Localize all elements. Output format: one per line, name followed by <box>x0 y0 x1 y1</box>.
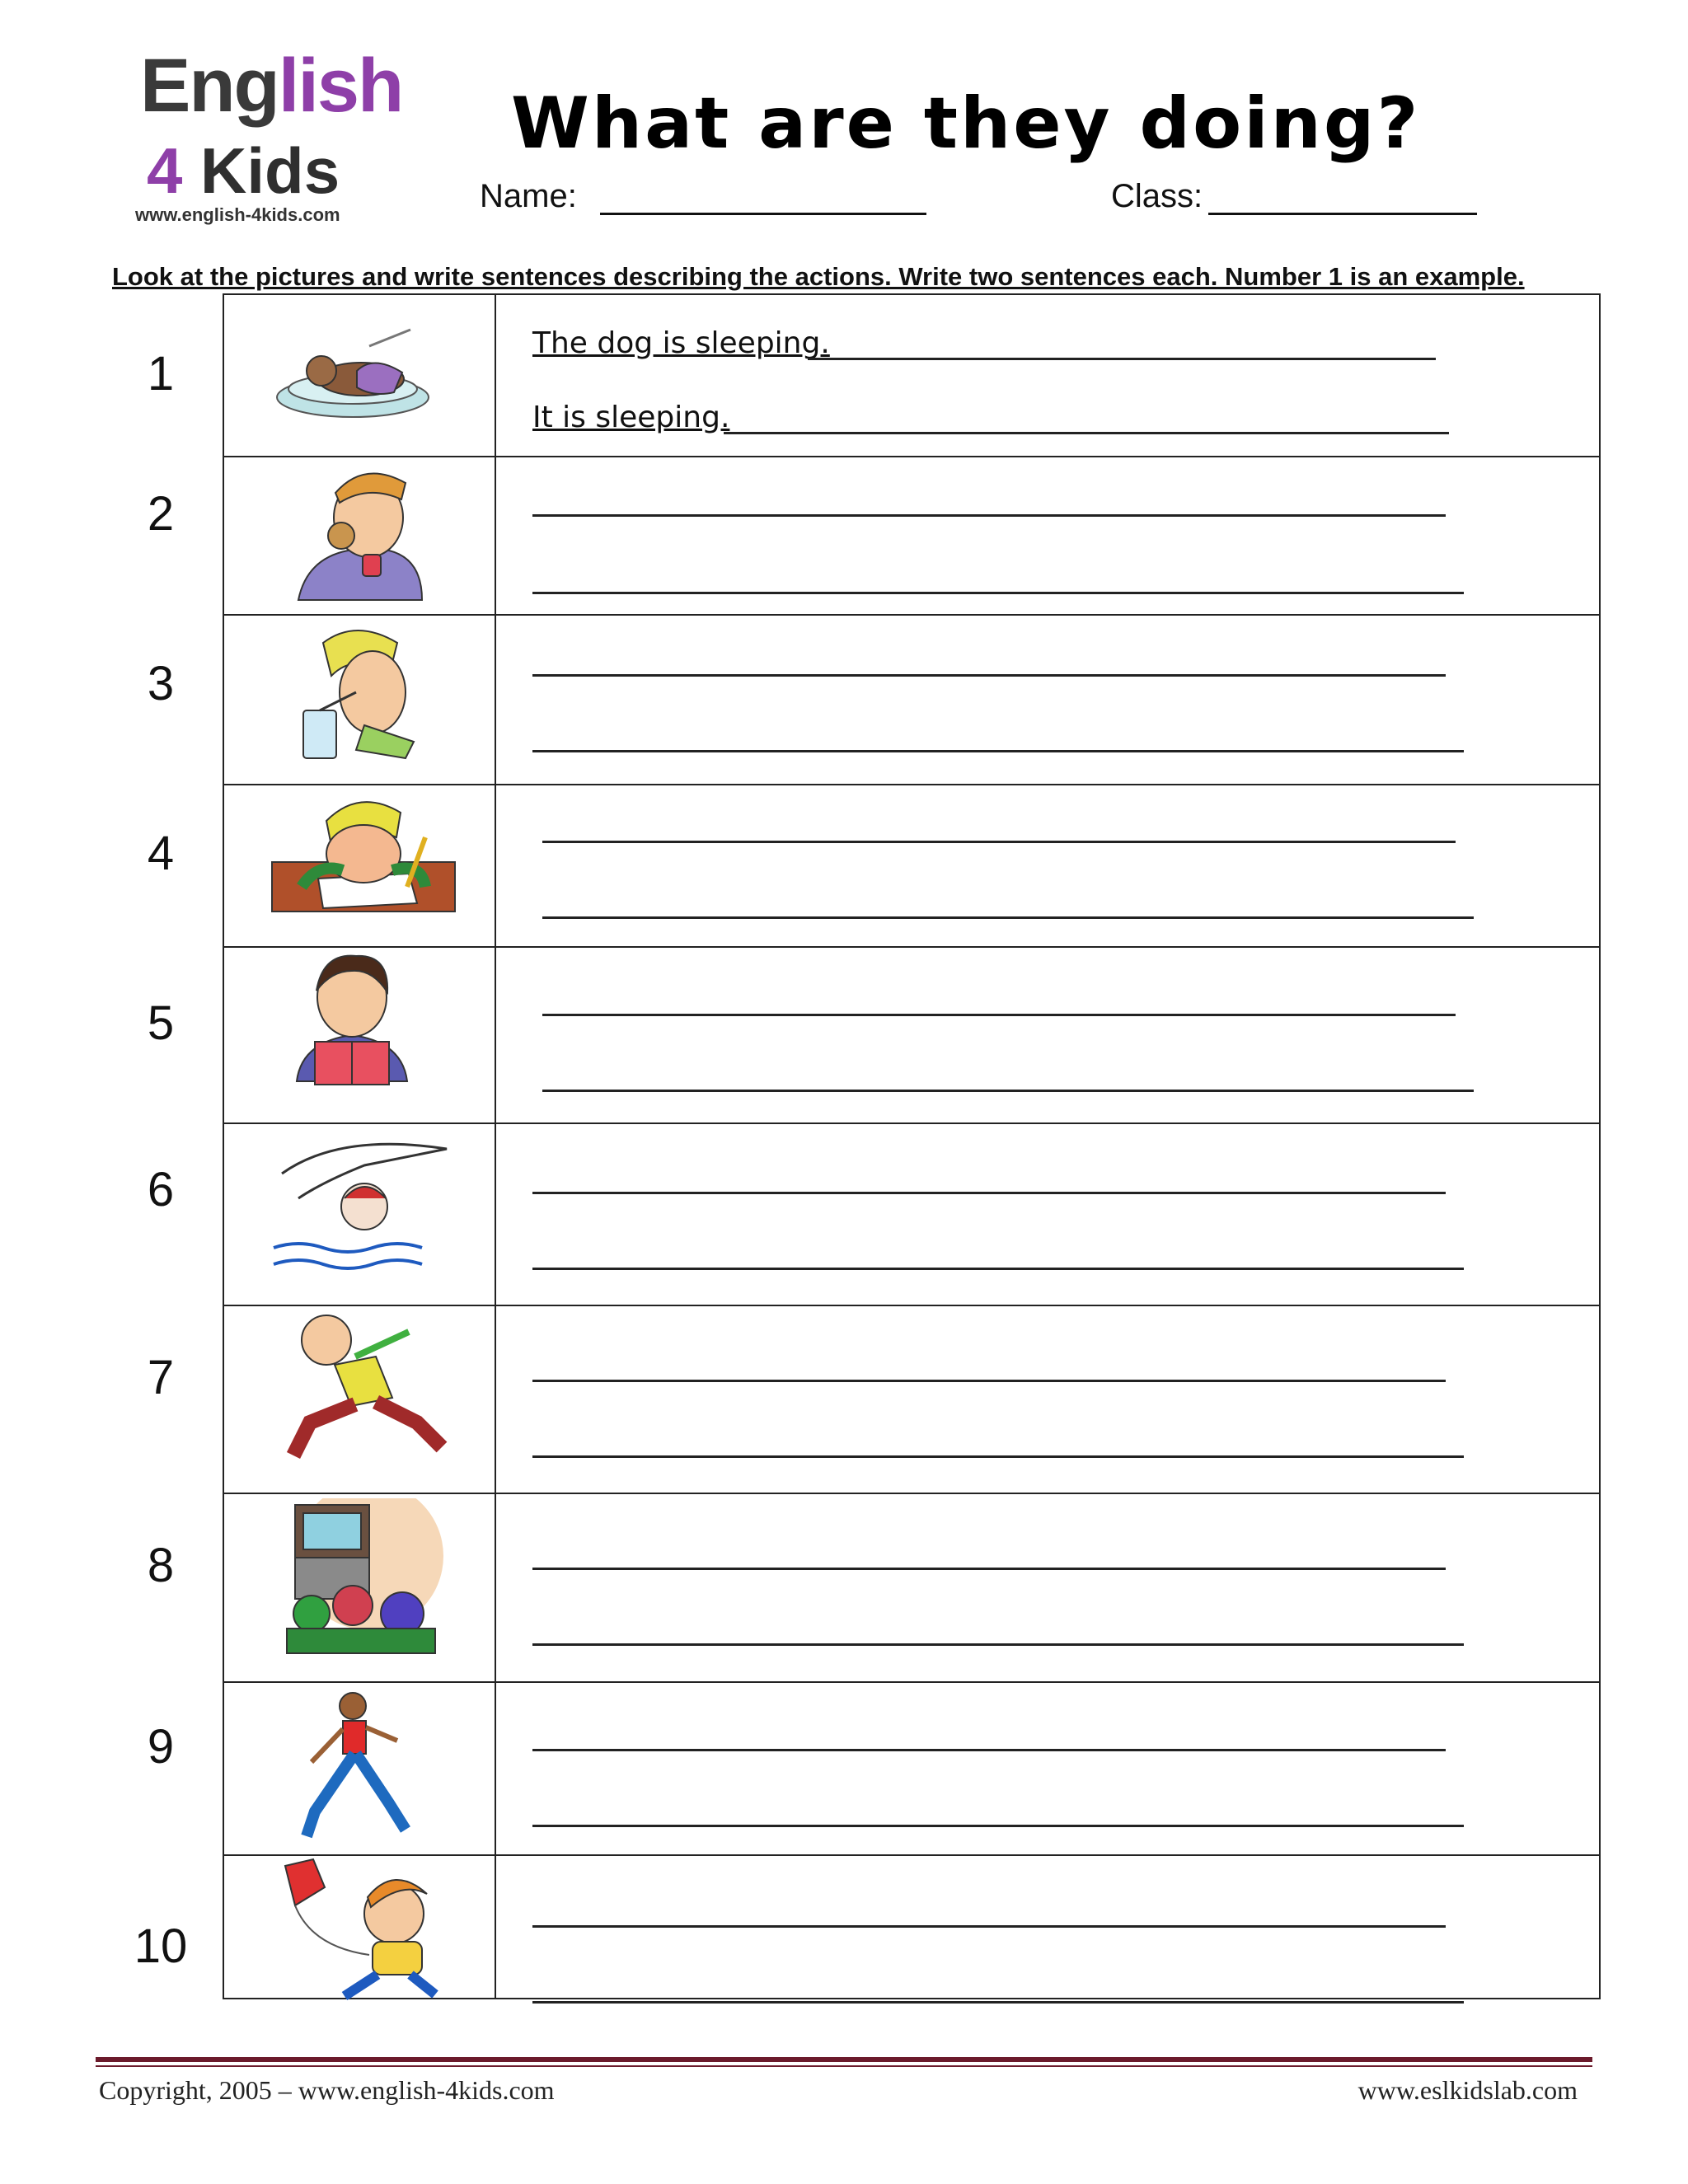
answer-line[interactable] <box>532 674 1446 677</box>
answer-line[interactable] <box>532 1925 1446 1928</box>
example-line-2 <box>724 432 1449 434</box>
answer-line[interactable] <box>532 2001 1464 2004</box>
boy-flying-kite-icon <box>270 1856 452 2004</box>
answer-line[interactable] <box>532 1268 1464 1270</box>
row-number: 6 <box>147 1163 175 1216</box>
answer-line[interactable] <box>532 1749 1446 1751</box>
row-divider <box>223 784 1601 785</box>
logo-word-4-kids: 4 Kids <box>147 134 340 207</box>
answer-line[interactable] <box>542 841 1456 843</box>
answer-line[interactable] <box>532 1192 1446 1194</box>
answer-line[interactable] <box>542 1014 1456 1016</box>
example-sentence-1: The dog is sleeping. <box>532 326 830 360</box>
row-number: 8 <box>147 1539 175 1592</box>
row-divider <box>223 614 1601 616</box>
answer-line[interactable] <box>532 1455 1464 1458</box>
boy-reading-icon <box>290 949 414 1090</box>
answer-line[interactable] <box>532 1568 1446 1570</box>
name-label: Name: <box>480 178 577 214</box>
row-number: 2 <box>147 487 175 541</box>
answer-line[interactable] <box>532 1825 1464 1827</box>
logo-word-english: English <box>140 44 403 128</box>
table-column-divider <box>495 293 496 1999</box>
name-field[interactable] <box>600 213 926 215</box>
footer-rule <box>96 2057 1592 2062</box>
row-number: 9 <box>147 1720 175 1774</box>
worksheet-title: What are they doing? <box>511 82 1421 165</box>
answer-line[interactable] <box>542 916 1474 919</box>
answer-line[interactable] <box>532 1643 1464 1646</box>
row-divider <box>223 946 1601 948</box>
class-label: Class: <box>1111 178 1203 214</box>
row-divider <box>223 456 1601 457</box>
footer-copyright: Copyright, 2005 – www.english-4kids.com <box>99 2075 555 2105</box>
person-drinking-icon <box>290 618 430 766</box>
boy-writing-icon <box>269 788 458 920</box>
logo-url: www.english-4kids.com <box>135 204 340 225</box>
old-man-running-icon <box>277 1307 450 1464</box>
answer-line[interactable] <box>532 514 1446 517</box>
row-number: 7 <box>147 1351 175 1404</box>
answer-line[interactable] <box>532 592 1464 594</box>
row-number: 10 <box>134 1919 188 1973</box>
row-divider <box>223 1305 1601 1306</box>
row-number: 5 <box>147 996 175 1050</box>
row-divider <box>223 1681 1601 1683</box>
family-watching-tv-icon <box>279 1498 443 1655</box>
class-field[interactable] <box>1208 213 1477 215</box>
answer-line[interactable] <box>542 1090 1474 1092</box>
row-number: 1 <box>147 347 175 401</box>
boy-eating-icon <box>290 460 430 608</box>
swimmer-icon <box>265 1124 455 1281</box>
english-4-kids-logo <box>132 43 403 232</box>
row-number: 4 <box>147 827 175 880</box>
row-number: 3 <box>147 657 175 710</box>
sleeping-dog-icon <box>270 321 435 429</box>
answer-line[interactable] <box>532 1380 1446 1382</box>
footer-site-link[interactable]: www.eslkidslab.com <box>1357 2075 1578 2105</box>
woman-walking-icon <box>290 1688 430 1844</box>
example-sentence-2: It is sleeping. <box>532 401 730 434</box>
example-line-1 <box>808 358 1436 360</box>
answer-line[interactable] <box>532 750 1464 752</box>
instructions: Look at the pictures and write sentences describing the actions. Write two sentences each. Number 1 is an example. <box>112 262 1525 291</box>
row-divider <box>223 1493 1601 1494</box>
footer-rule-thin <box>96 2065 1592 2067</box>
